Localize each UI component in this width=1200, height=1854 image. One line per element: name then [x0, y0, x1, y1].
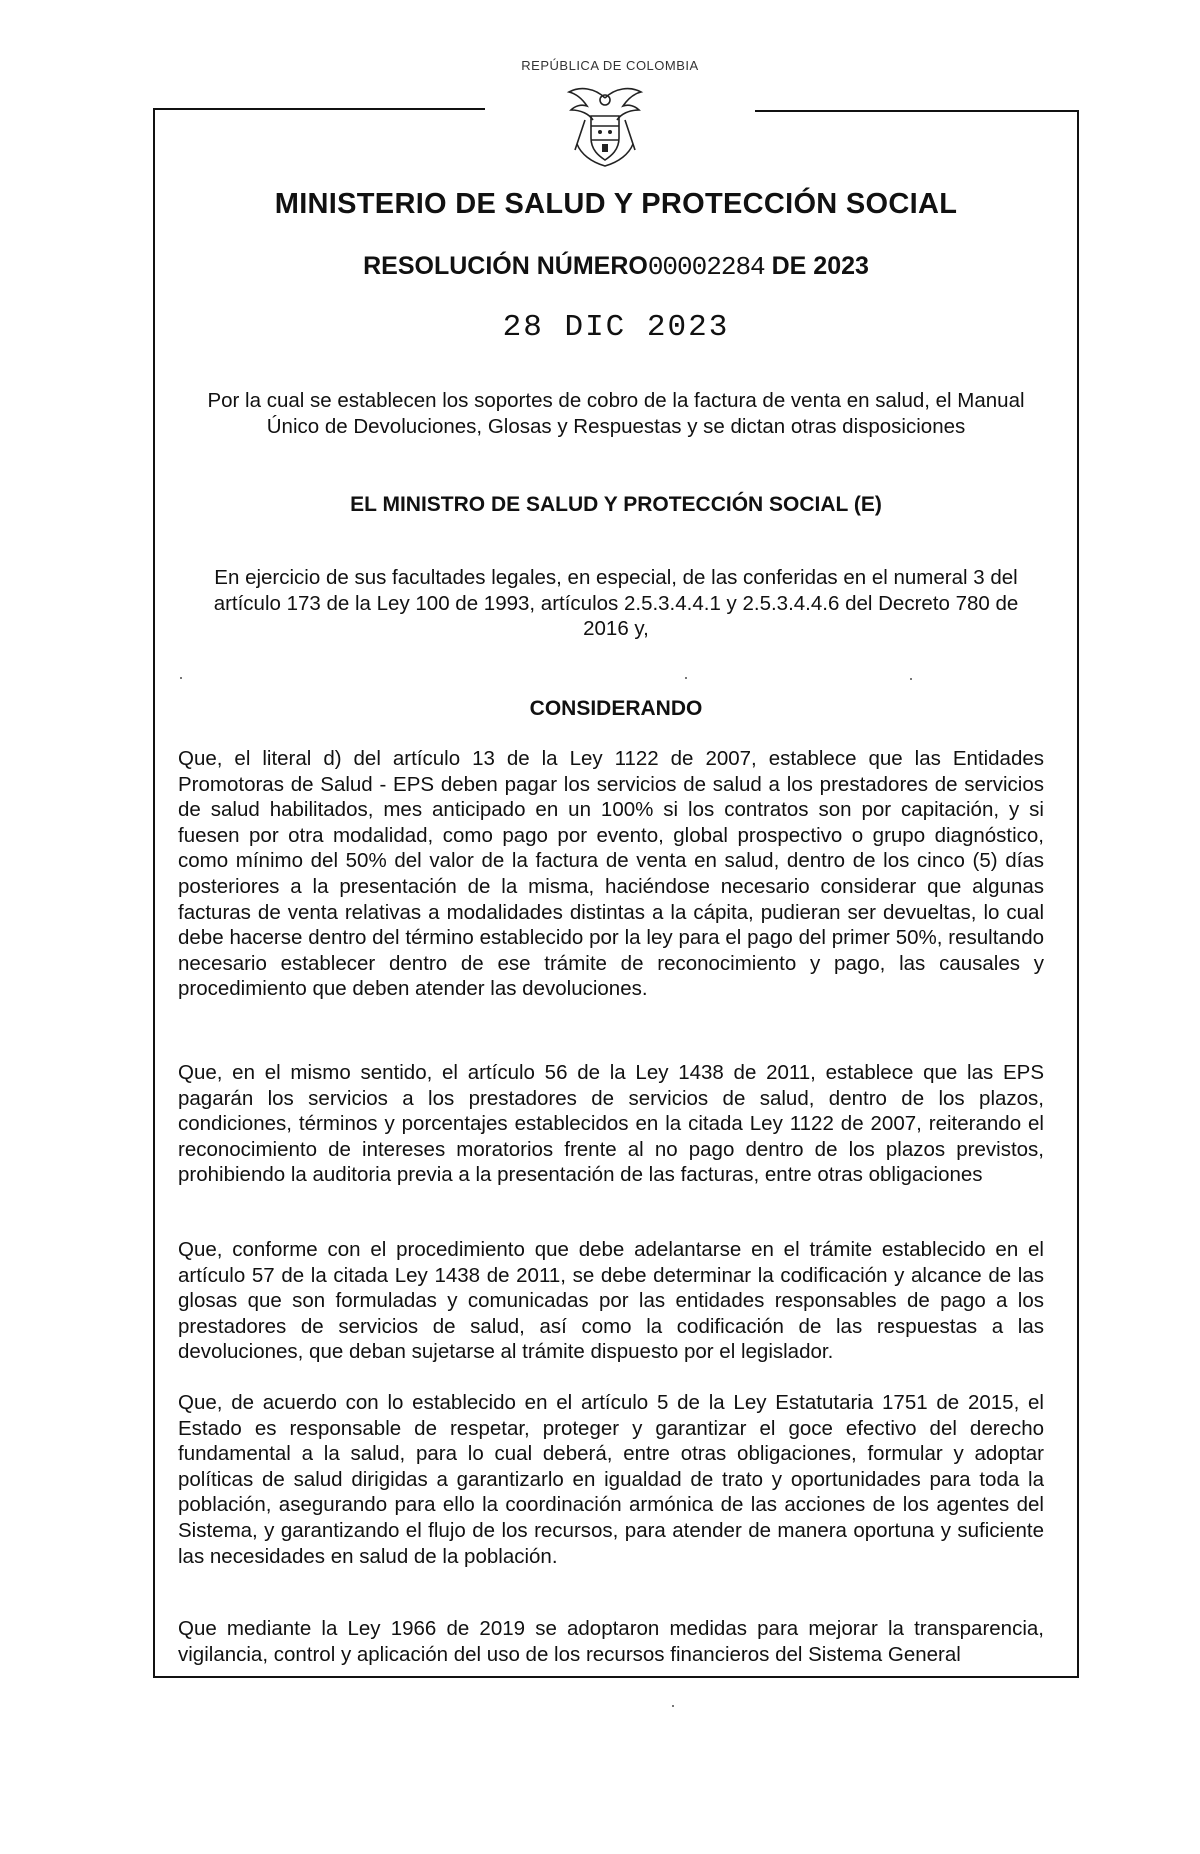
resolution-heading — [153, 252, 1079, 282]
authority-heading: EL MINISTRO DE SALUD Y PROTECCIÓN SOCIAL (E) — [350, 493, 882, 516]
faculties-text: En ejercicio de sus facultades legales, en especial, de las conferidas en el numeral 3 del artículo 173 de la Ley 100 de 1993, artículos 2.5.3.4.4.1 y 2.5.3.4.4.6 del Decreto 780 de 2016 y, — [213, 566, 1019, 641]
republic-label: REPÚBLICA DE COLOMBIA — [521, 58, 699, 73]
resolution-number: 00002284 — [647, 252, 765, 282]
paragraph-4: Que, de acuerdo con lo establecido en el artículo 5 de la Ley Estatutaria 1751 de 2015, el Estado es responsable de respetar, proteger y garantizar el goce efectivo del derecho fundamental a la salud, para lo cual deberá, entre otras obligaciones, formular y adoptar políticas de salud dirigidas a garantizarlo en igualdad de trato y oportunidades para toda la población, asegurando para ello la coordinación armónica de las acciones de los agentes del Sistema, y garantizando el flujo de los recursos, para atender de manera oportuna y suficiente las necesidades en salud de la población. — [178, 1391, 1044, 1568]
considerando-heading: CONSIDERANDO — [529, 697, 703, 720]
resolution-year: DE 2023 — [771, 252, 869, 280]
resolution-prefix: RESOLUCIÓN NÚMERO — [363, 252, 648, 280]
paragraph-2: Que, en el mismo sentido, el artículo 56 de la Ley 1438 de 2011, establece que las EPS pagarán los servicios a los prestadores de servicios de salud, dentro de los plazos, condiciones, términos y porcentajes establecidos en la citada Ley 1122 de 2007, reiterando el reconocimiento de intereses moratorios frente al no pago dentro de los plazos previstos, prohibiendo la auditoria previa a la presentación de las facturas, entre otras obligaciones — [178, 1061, 1044, 1187]
resolution-date: 28 DIC 2023 — [502, 310, 730, 345]
paragraph-3: Que, conforme con el procedimiento que debe adelantarse en el trámite establecido en el artículo 57 de la citada Ley 1438 de 2011, se debe determinar la codificación y alcance de las glosas que son formuladas y comunicadas por las entidades responsables de pago a los prestadores de servicios de salud, así como la codificación de las respuestas a las devoluciones, que deban sujetarse al trámite dispuesto por el legislador. — [178, 1238, 1044, 1364]
subject-text: Por la cual se establecen los soportes de cobro de la factura de venta en salud, el Manual Único de Devoluciones, Glosas y Respuestas y se dictan otras disposiciones — [207, 389, 1025, 438]
ministry-title: MINISTERIO DE SALUD Y PROTECCIÓN SOCIAL — [274, 188, 958, 220]
paragraph-1: Que, el literal d) del artículo 13 de la Ley 1122 de 2007, establece que las Entidades Promotoras de Salud - EPS deben pagar los servicios de salud a los prestadores de servicios de salud habilitados, mes anticipado en un 100% si los contratos son por capitación, y si fuesen por otra modalidad, como pago por evento, global prospectivo o grupo diagnóstico, como mínimo del 50% del valor de la factura de venta en salud, dentro de los cinco (5) días posteriores a la presentación de la misma, haciéndose necesario considerar que algunas facturas de venta relativas a modalidades distintas a la cápita, pudieran ser devueltas, lo cual debe hacerse dentro del término establecido por la ley para el pago del primer 50%, resultando necesario establecer dentro de ese trámite de reconocimiento y pago, las causales y procedimiento que deben atender las devoluciones. — [178, 747, 1044, 1001]
paragraph-5: Que mediante la Ley 1966 de 2019 se adoptaron medidas para mejorar la transparencia, vigilancia, control y aplicación del uso de los recursos financieros del Sistema General — [178, 1617, 1044, 1666]
